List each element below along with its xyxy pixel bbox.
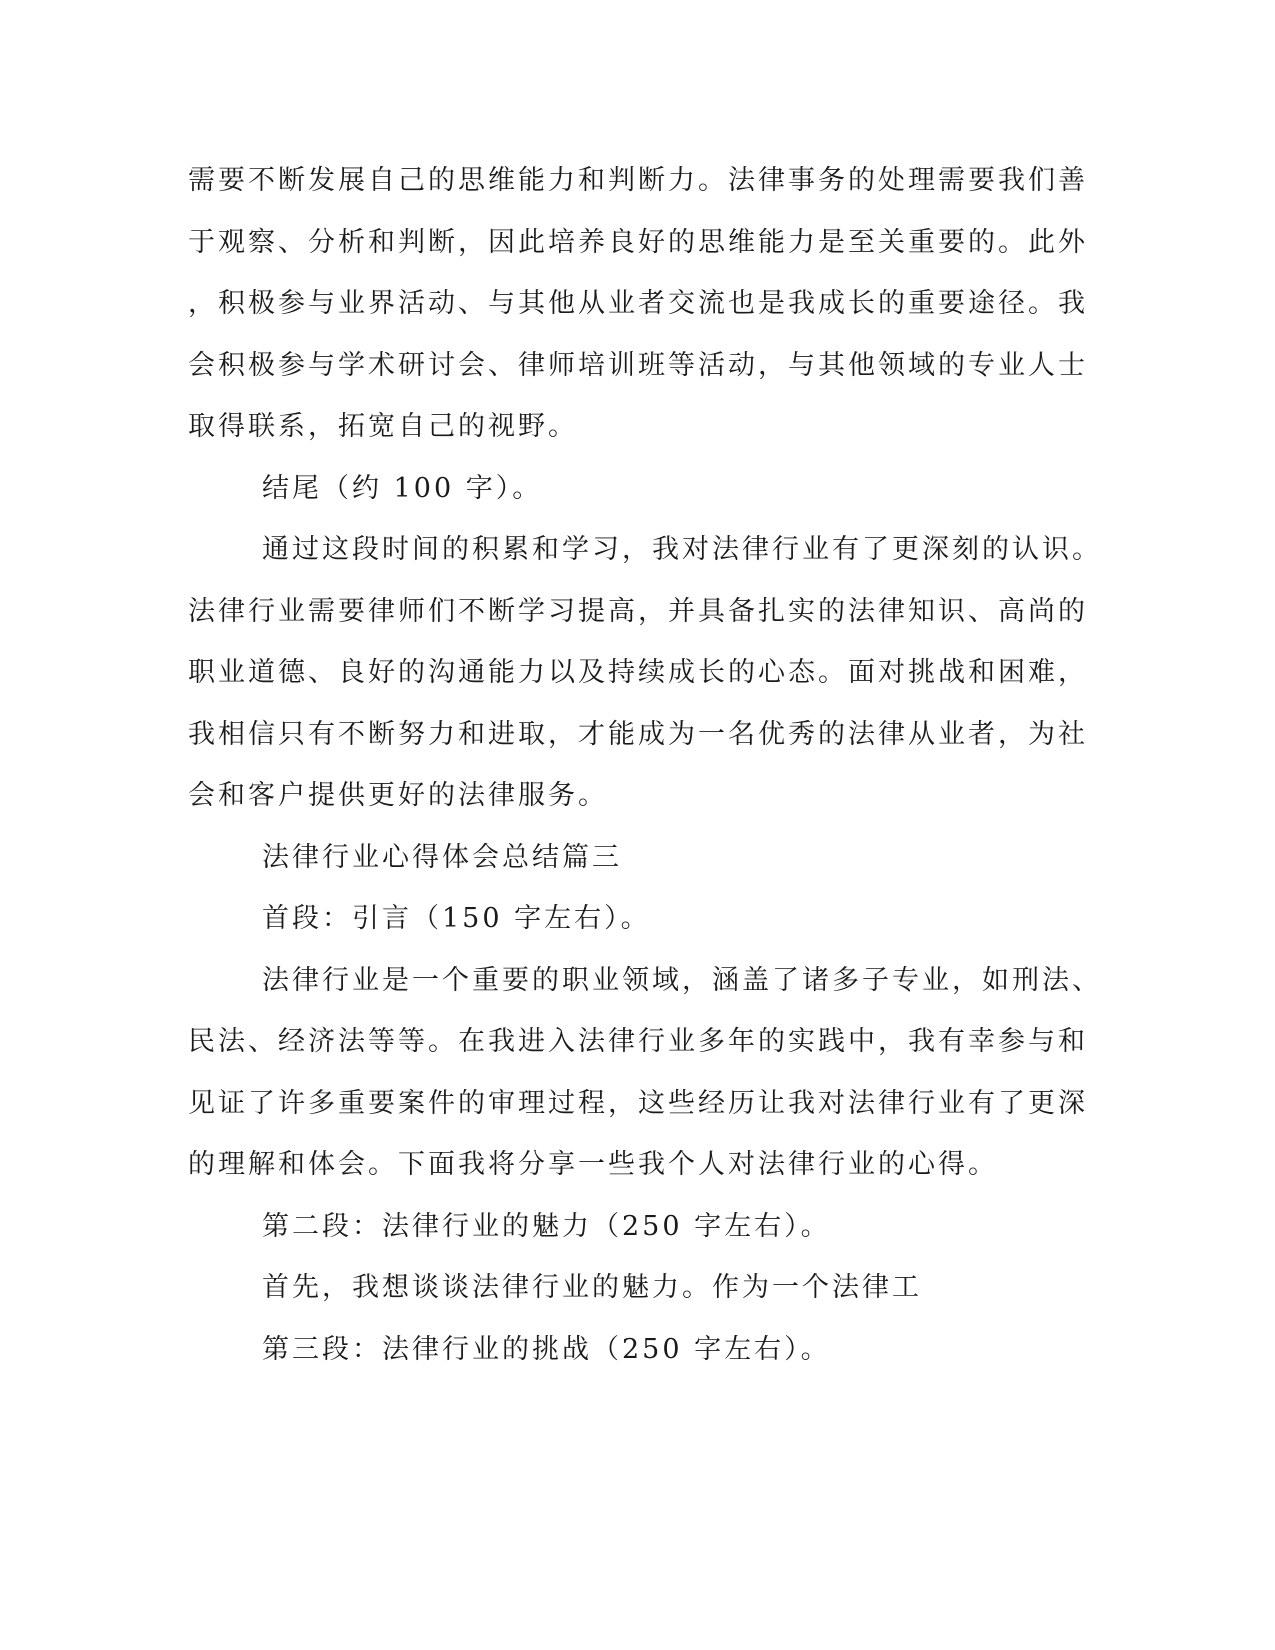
article-title: 法律行业心得体会总结篇三 bbox=[262, 841, 622, 873]
section-heading: 第二段：法律行业的魅力（250 字左右）。 bbox=[262, 1210, 831, 1242]
paragraph-start: 首先，我想谈谈法律行业的魅力。作为一个法律工 bbox=[262, 1272, 922, 1303]
text-line: 需要不断发展自己的思维能力和判断力。法律事务的处理需要我们善 bbox=[188, 165, 1088, 196]
text-line: 会和客户提供更好的法律服务。 bbox=[188, 780, 608, 811]
paragraph-start: 法律行业是一个重要的职业领域，涵盖了诸多子专业，如刑法、 bbox=[262, 964, 1102, 996]
text-line: 会积极参与学术研讨会、律师培训班等活动，与其他领域的专业人士 bbox=[188, 349, 1088, 381]
text-line: 职业道德、良好的沟通能力以及持续成长的心态。面对挑战和困难， bbox=[188, 657, 1088, 688]
text-line: 取得联系，拓宽自己的视野。 bbox=[188, 411, 578, 442]
text-line: 的理解和体会。下面我将分享一些我个人对法律行业的心得。 bbox=[188, 1149, 998, 1180]
paragraph-start: 通过这段时间的积累和学习，我对法律行业有了更深刻的认识。 bbox=[262, 534, 1102, 565]
text-line: 见证了许多重要案件的审理过程，这些经历让我对法律行业有了更深 bbox=[188, 1087, 1088, 1119]
text-line: 我相信只有不断努力和进取，才能成为一名优秀的法律从业者，为社 bbox=[188, 718, 1088, 750]
document-body bbox=[188, 159, 1102, 1389]
text-line: 于观察、分析和判断，因此培养良好的思维能力是至关重要的。此外 bbox=[188, 226, 1088, 258]
text-line: ，积极参与业界活动、与其他从业者交流也是我成长的重要途径。我 bbox=[188, 288, 1088, 319]
section-heading: 首段：引言（150 字左右）。 bbox=[262, 903, 651, 934]
section-heading: 结尾（约 100 字）。 bbox=[262, 472, 543, 504]
text-line: 法律行业需要律师们不断学习提高，并具备扎实的法律知识、高尚的 bbox=[188, 595, 1088, 627]
text-line: 民法、经济法等等。在我进入法律行业多年的实践中，我有幸参与和 bbox=[188, 1026, 1088, 1057]
section-heading: 第三段：法律行业的挑战（250 字左右）。 bbox=[262, 1333, 831, 1365]
